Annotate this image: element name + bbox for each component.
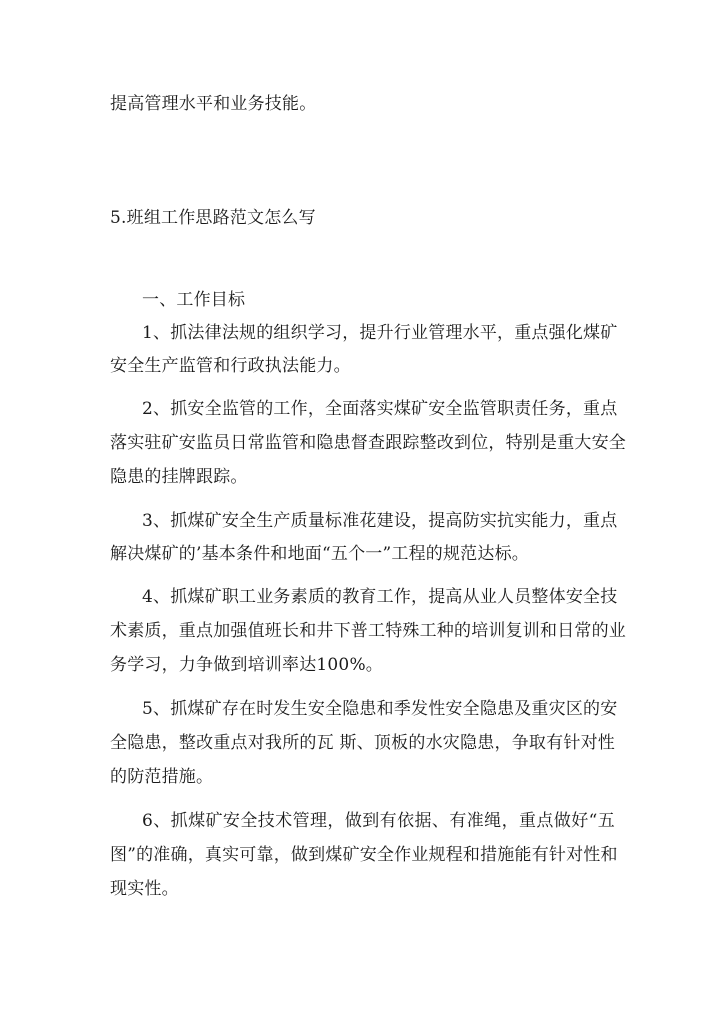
item-2-line-1: 2、抓安全监管的工作，全面落实煤矿安全监管职责任务，重点: [142, 399, 618, 419]
item-1-line-1: 1、抓法律法规的组织学习，提升行业管理水平，重点强化煤矿: [142, 323, 618, 343]
item-3-line-2: 解决煤矿的’基本条件和地面“五个一”工程的规范达标。: [110, 544, 529, 564]
item-6-line-2: 图”的准确，真实可靠，做到煤矿安全作业规程和措施能有针对性和: [110, 845, 618, 865]
item-2-line-2: 落实驻矿安监员日常监管和隐患督查跟踪整改到位，特别是重大安全: [110, 433, 626, 453]
section-heading: 一、工作目标: [142, 290, 246, 310]
item-4-line-2: 术素质，重点加强值班长和井下普工特殊工种的培训复训和日常的业: [110, 621, 626, 641]
item-1-line-2: 安全生产监管和行政执法能力。: [110, 356, 351, 376]
item-5-line-2: 全隐患，整改重点对我所的瓦 斯、顶板的水灾隐患，争取有针对性: [110, 733, 615, 753]
section-title: 5.班组工作思路范文怎么写: [110, 208, 316, 228]
item-4-line-3: 务学习，力争做到培训率达100%。: [110, 655, 384, 675]
item-3-line-1: 3、抓煤矿安全生产质量标准花建设，提高防实抗实能力，重点: [142, 511, 618, 531]
item-4-line-1: 4、抓煤矿职工业务素质的教育工作，提高从业人员整体安全技: [142, 587, 618, 607]
item-6-line-1: 6、抓煤矿安全技术管理，做到有依据、有准绳，重点做好“五: [142, 811, 615, 831]
item-5-line-1: 5、抓煤矿存在时发生安全隐患和季发性安全隐患及重灾区的安: [142, 699, 618, 719]
intro-line: 提高管理水平和业务技能。: [110, 94, 317, 114]
item-6-line-3: 现实性。: [110, 879, 179, 899]
item-2-line-3: 隐患的挂牌跟踪。: [110, 467, 248, 487]
item-5-line-3: 的防范措施。: [110, 767, 214, 787]
